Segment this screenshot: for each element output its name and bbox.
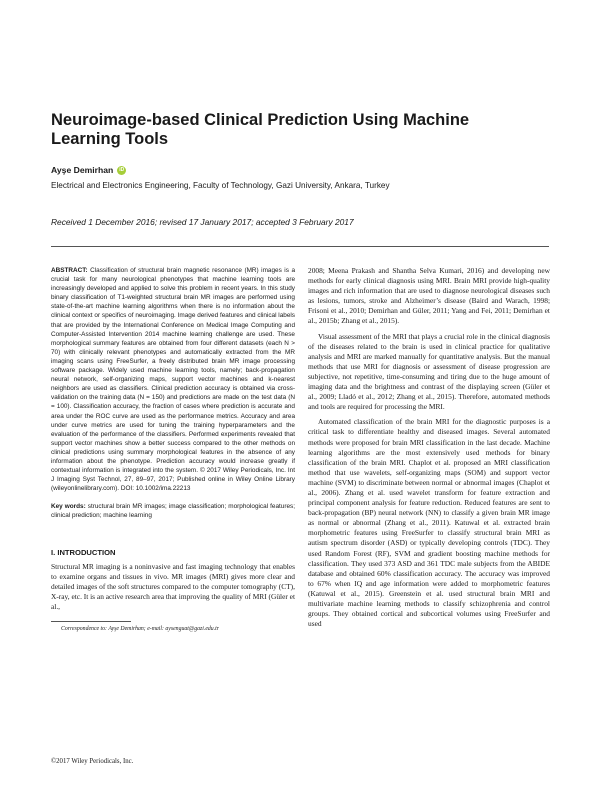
- body-paragraph-2: Visual assessment of the MRI that plays a crucial role in the clinical diagnosis of the diseases related to the brain is used in clinical practice for qualitative analysis and MRI are marked manually for quantitative analysis. But the manual methods that use MRI for diagnosis or assessment of disease progression are subjective, not repetitive, time-consuming and tiring due to the huge amount of imaging data and the brightness and contrast of the displaying screen (Güler et al., 2009; Lladó et al., 2012; Zhang et al., 2015). Therefore, automated methods and tools are required for processing the MRI.: [308, 331, 550, 412]
- paper-title: Neuroimage-based Clinical Prediction Using Machine Learning Tools: [51, 111, 470, 148]
- body-paragraph-3: Automated classification of the brain MRI for the diagnostic purposes is a critical task to differentiate healthy and diseased images. Several automated methods were proposed for brain MRI classification in the last decade. Machine learning algorithms are the most extensively used methods for binary classification of the brain MRI. Chaplot et al. proposed an MRI classification method that use wavelets, self-organizing maps (SOM) and support vector machine (SVM) to discriminate between normal or abnormal images (Chaplot et al., 2006). Zhang et al. used wavelet transform for feature extraction and principal component analysis for feature reduction. Reduced features are sent to back-propagation (BP) neural network (NN) to classify a given brain MR image as normal or abnormal (Zhang et al., 2011). Katuwal et al. extracted brain morphometric features using FreeSurfer to classify structural brain MRI as autism spectrum disorder (ASD) or typically developing controls (TDC). They used Random Forest (RF), SVM and gradient boosting machine methods for classification. They used 373 ASD and 361 TDC male subjects from the ABIDE database and obtained 60% classification accuracy. The accuracy was improved to 67% when IQ and age information were added to morphometric features (Katuwal et al., 2015). Greenstein et al. used structural brain MRI and multivariate machine learning methods to classify schizophrenia and control groups. They obtained cortical and subcortical volumes using FreeSurfer and used: [308, 417, 550, 629]
- author-name: Ayşe Demirhan: [51, 165, 114, 175]
- abstract-text: Classification of structural brain magnetic resonance (MR) images is a crucial task for many neurological phenotypes that machine learning tools are increasingly developed and applied to solve this problem in recent years. In this study binary classification of T1-weighted structural brain MR images are performed using state-of-the-art machine learning algorithms when there is no information about the clinical context or specifics of neuroimaging. Image derived features and clinical labels that are provided by the International Conference on Medical Image Computing and Computer-Assisted Intervention 2014 machine learning challenge are used. These morphological summary features are obtained from four different datasets (each N > 70) with clinically relevant phenotypes and automatically extracted from the MR imaging scans using FreeSurfer, a freely distributed brain MR image processing software package. Widely used machine learning tools, namely; back-propagation neural network, self-organizing maps, support vector machines and k-nearest neighbors are used as classifiers. Clinical prediction accuracy is obtained via cross-validation on the training data (N = 150) and predictions are made on the test data (N = 100). Classification accuracy, the fraction of cases where prediction is accurate and area under the ROC curve are used as the performance metrics. Accuracy and area under curve metrics are used for tuning the training hyperparameters and the evaluation of the performance of the classifiers. Performed experiments revealed that support vector machines show a better success compared to the other methods on clinical predictions using summary morphological features in the absence of any information about the phenotype. Prediction accuracy would increase greatly if contextual information is integrated into the system.: [51, 267, 295, 475]
- left-column: [51, 266, 295, 632]
- author-line: [51, 165, 126, 175]
- body-paragraph-continued: 2008; Meena Prakash and Shantha Selva Kumari, 2016) and developing new methods for early clinical diagnosis using MRI. Brain MRI provide high-quality images and rich information that are used to diagnose neurological diseases such as lesions, tumors, stroke and Alzheimer’s disease (Baird and Warach, 1998; Frisoni et al., 2010; Demirhan and Güler, 2011; Yang and Fei, 2011; Demirhan et al., 2015b; Zhang et al., 2015).: [308, 266, 550, 326]
- keywords-text: structural brain MR images; image classification; morphological features; clinical prediction; machine learning: [51, 503, 296, 520]
- footnote-divider: [51, 621, 131, 622]
- abstract: [51, 266, 295, 493]
- orcid-icon[interactable]: iD: [119, 166, 125, 173]
- keywords: [51, 502, 295, 520]
- publication-dates: Received 1 December 2016; revised 17 January 2017; accepted 3 February 2017: [51, 217, 354, 227]
- correspondence-footnote: Correspondence to: Ayşe Demirhan; e-mail: aysenguat@gazi.edu.tr: [61, 626, 220, 632]
- introduction-heading: I. INTRODUCTION: [51, 547, 116, 557]
- introduction-paragraph: Structural MR imaging is a noninvasive and fast imaging technology that enables to examine organs and tissues in vivo. MR images (MRI) gives more clear and detailed images of the soft structures compared to the computer tomography (CT), X-ray, etc. It is an active research area that improving the quality of MRI (Güler et al.,: [51, 561, 295, 611]
- affiliation: Electrical and Electronics Engineering, Faculty of Technology, Gazi University, Ankara, Turkey: [51, 181, 390, 190]
- keywords-label: Key words:: [51, 503, 86, 511]
- header-divider: [51, 246, 549, 247]
- abstract-label: ABSTRACT:: [51, 267, 88, 274]
- abstract-citation: © 2017 Wiley Periodicals, Inc. Int J Imaging Syst Technol, 27, 89–97, 2017; Published online in Wiley Online Library (wileyonlinelibrary.com). DOI: 10.1002/ima.22213: [51, 467, 295, 493]
- copyright-footer: ©2017 Wiley Periodicals, Inc.: [51, 758, 134, 765]
- right-column: [308, 266, 550, 629]
